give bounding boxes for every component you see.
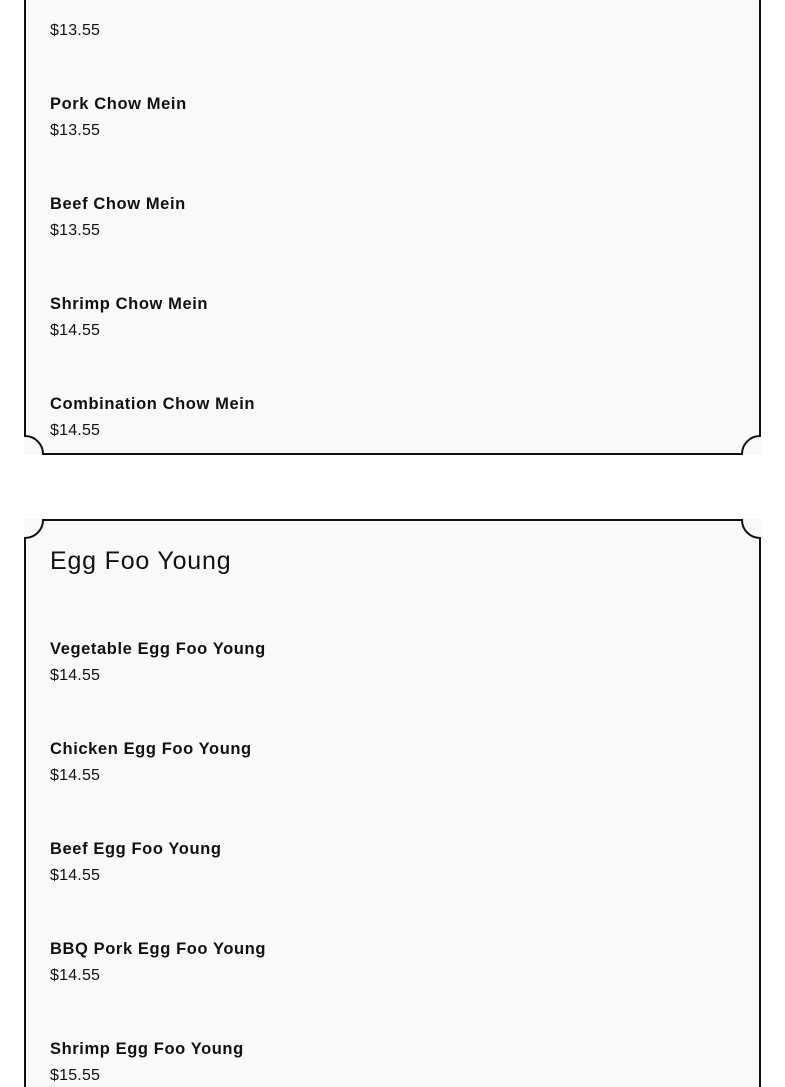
menu-item-price: $13.55 xyxy=(50,22,101,39)
menu-section-card xyxy=(24,0,761,455)
menu-item-name: Vegetable Egg Foo Young xyxy=(50,640,266,658)
menu-section-card xyxy=(24,519,761,1087)
menu-item-price: $14.55 xyxy=(50,767,101,784)
card-frame xyxy=(24,519,761,1087)
menu-item-price: $14.55 xyxy=(50,867,101,884)
menu-item-price: $14.55 xyxy=(50,667,101,684)
menu-item-price: $14.55 xyxy=(50,967,101,984)
menu-item-price: $14.55 xyxy=(50,422,101,439)
menu-item-name: Shrimp Egg Foo Young xyxy=(50,1040,244,1058)
menu-item-price: $15.55 xyxy=(50,1067,101,1084)
menu-item-price: $13.55 xyxy=(50,222,101,239)
menu-item-name: Beef Chow Mein xyxy=(50,195,186,213)
menu-item-name: Beef Egg Foo Young xyxy=(50,840,222,858)
menu-item-name: Pork Chow Mein xyxy=(50,95,187,113)
menu-item-name: Chicken Egg Foo Young xyxy=(50,740,252,758)
menu-item-name: BBQ Pork Egg Foo Young xyxy=(50,940,267,958)
card-frame xyxy=(24,0,761,455)
menu-item-price: $14.55 xyxy=(50,322,101,339)
menu-item-name: Shrimp Chow Mein xyxy=(50,295,209,313)
section-title: Egg Foo Young xyxy=(50,547,232,575)
menu-item-name: Combination Chow Mein xyxy=(50,395,256,413)
menu-item-price: $13.55 xyxy=(50,122,101,139)
